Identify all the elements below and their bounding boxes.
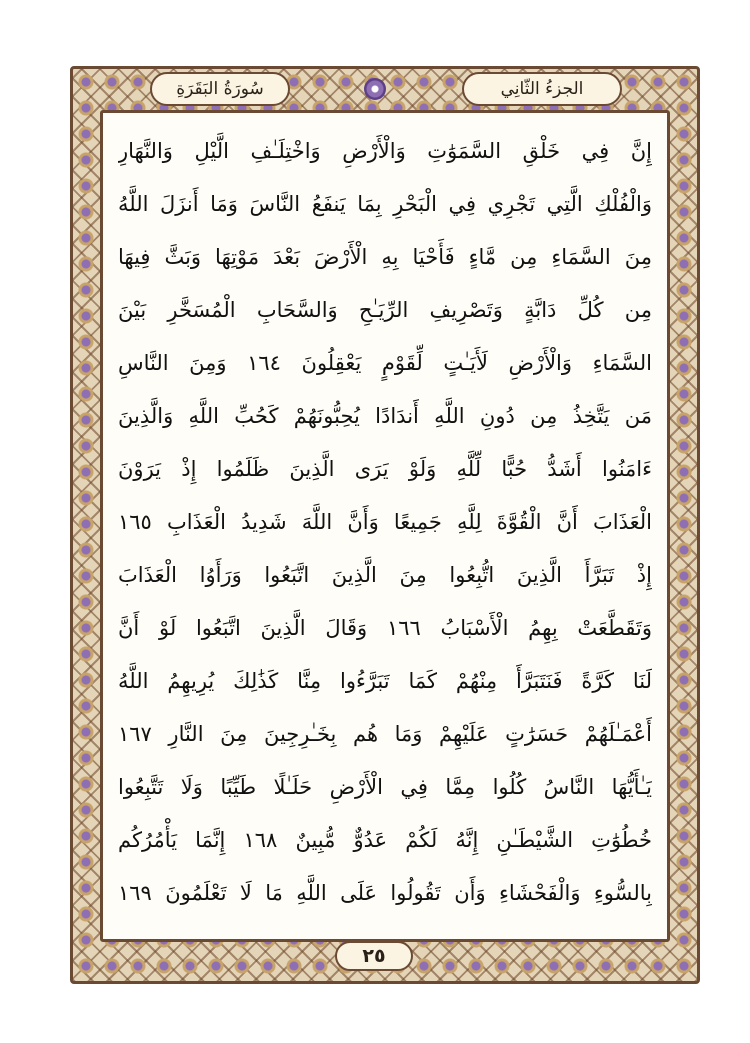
text-line: ءَامَنُوا أَشَدُّ حُبًّا لِّلَّهِ وَلَوْ يَرَى الَّذِينَ ظَلَمُوا إِذْ يَرَوْنَ xyxy=(118,457,652,481)
text-line: إِذْ تَبَرَّأَ الَّذِينَ اتُّبِعُوا مِنَ الَّذِينَ اتَّبَعُوا وَرَأَوُا الْعَذَابَ xyxy=(118,563,652,587)
text-line: الْعَذَابَ أَنَّ الْقُوَّةَ لِلَّهِ جَمِيعًا وَأَنَّ اللَّهَ شَدِيدُ الْعَذَابِ ١٦٥ xyxy=(118,510,652,534)
text-line: وَتَقَطَّعَتْ بِهِمُ الْأَسْبَابُ ١٦٦ وَقَالَ الَّذِينَ اتَّبَعُوا لَوْ أَنَّ xyxy=(118,616,652,640)
text-line: السَّمَاءِ وَالْأَرْضِ لَأَيَـٰتٍ لِّقَوْمٍ يَعْقِلُونَ ١٦٤ وَمِنَ النَّاسِ xyxy=(118,351,652,375)
text-line: وَالْفُلْكِ الَّتِي تَجْرِي فِي الْبَحْرِ بِمَا يَنفَعُ النَّاسَ وَمَا أَنزَلَ اللَّهُ xyxy=(118,192,652,216)
page-number: ٢٥ xyxy=(335,941,413,971)
text-line: مِنَ السَّمَاءِ مِن مَّاءٍ فَأَحْيَا بِهِ الْأَرْضَ بَعْدَ مَوْتِهَا وَبَثَّ فِيهَا xyxy=(118,245,652,269)
quran-text xyxy=(118,120,652,930)
flower-ornament-icon xyxy=(364,78,386,100)
surah-title: سُورَةُ البَقَرَةِ xyxy=(150,72,290,106)
text-line: بِالسُّوءِ وَالْفَحْشَاءِ وَأَن تَقُولُوا عَلَى اللَّهِ مَا لَا تَعْلَمُونَ ١٦٩ xyxy=(118,881,652,905)
text-line: خُطُوَٰتِ الشَّيْطَـٰنِ إِنَّهُ لَكُمْ عَدُوٌّ مُّبِينٌ ١٦٨ إِنَّمَا يَأْمُرُكُم xyxy=(118,828,652,852)
text-line: مِن كُلِّ دَابَّةٍ وَتَصْرِيفِ الرِّيَـٰحِ وَالسَّحَابِ الْمُسَخَّرِ بَيْنَ xyxy=(118,298,652,322)
text-line: يَـٰأَيُّهَا النَّاسُ كُلُوا مِمَّا فِي الْأَرْضِ حَلَـٰلًا طَيِّبًا وَلَا تَتَّبِعُوا xyxy=(118,775,652,799)
juz-title: الجزءُ الثّانِي xyxy=(462,72,622,106)
text-line: لَنَا كَرَّةً فَنَتَبَرَّأَ مِنْهُمْ كَمَا تَبَرَّءُوا مِنَّا كَذَٰلِكَ يُرِيهِمُ اللَّهُ xyxy=(118,669,652,693)
text-line: إِنَّ فِي خَلْقِ السَّمَوَٰتِ وَالْأَرْضِ وَاخْتِلَـٰفِ الَّيْلِ وَالنَّهَارِ xyxy=(118,139,652,163)
text-line: مَن يَتَّخِذُ مِن دُونِ اللَّهِ أَندَادًا يُحِبُّونَهُمْ كَحُبِّ اللَّهِ وَالَّذِينَ xyxy=(118,404,652,428)
text-line: أَعْمَـٰلَهُمْ حَسَرَٰتٍ عَلَيْهِمْ وَمَا هُم بِخَـٰرِجِينَ مِنَ النَّارِ ١٦٧ xyxy=(118,722,652,746)
